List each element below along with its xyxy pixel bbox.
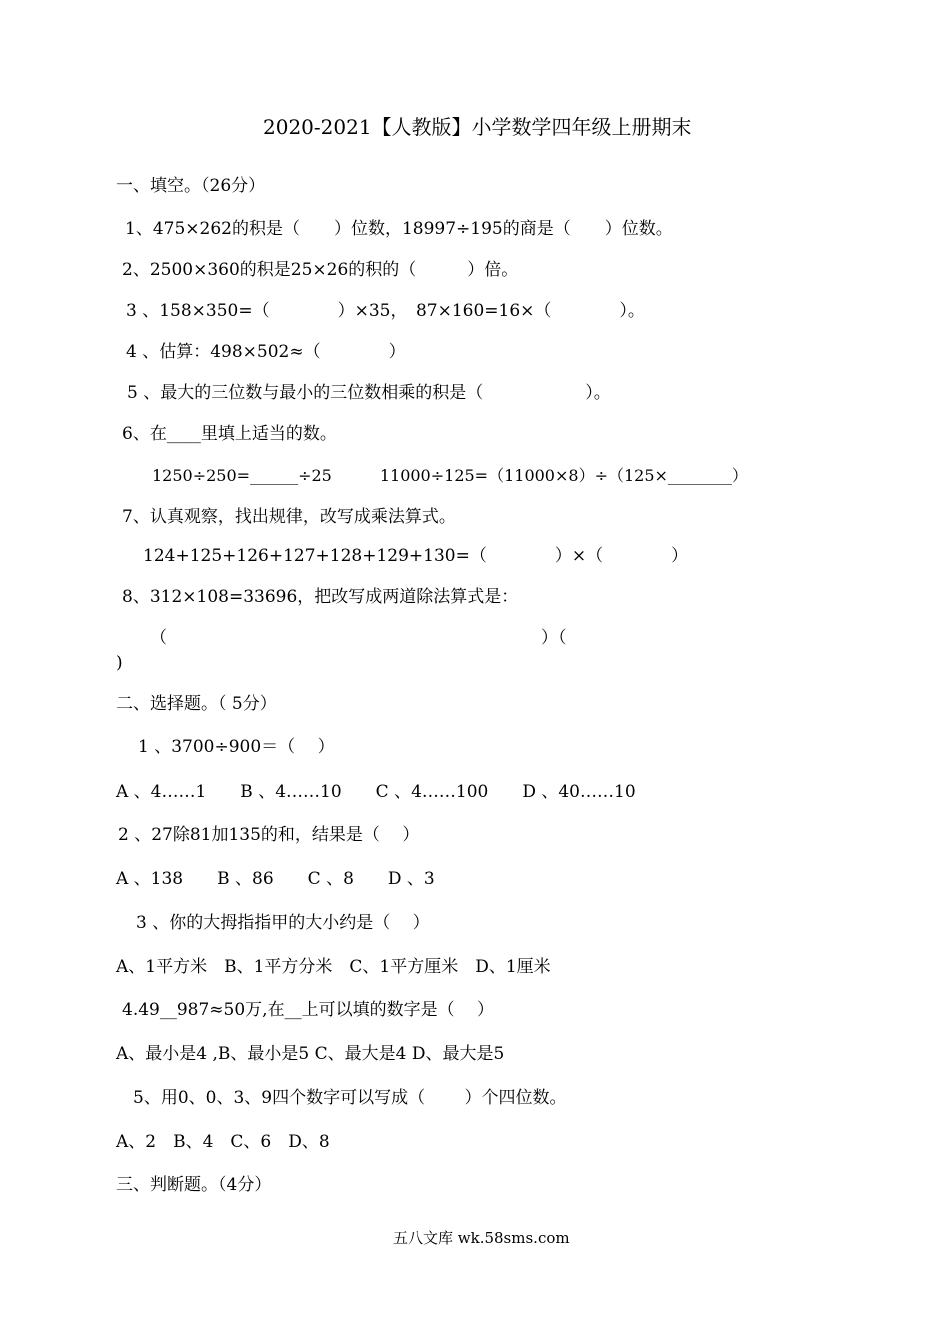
question-line: （ ）（ [150,628,567,648]
answer-options: A、1平方米 B、1平方分米 C、1平方厘米 D、1厘米 [116,957,551,977]
page-footer: 五八文库 wk.58sms.com [393,1229,570,1247]
question-line: ) [116,653,123,673]
question-line: 2、2500×360的积是25×26的积的（ ）倍。 [122,260,519,280]
question-line: 1 、3700÷900＝（ ） [138,737,335,757]
question-line: 3 、你的大拇指指甲的大小约是（ ） [136,913,430,933]
section-heading: 一、填空。（26分） [116,176,266,196]
answer-options: A 、138 B 、86 C 、8 D 、3 [116,869,435,889]
page-title: 2020-2021【人教版】小学数学四年级上册期末 [263,115,692,139]
question-line: 6、在____里填上适当的数。 [122,424,337,444]
section-heading: 三、判断题。（4分） [116,1175,272,1195]
question-line: 2 、27除81加135的和，结果是（ ） [118,825,420,845]
question-line: 3 、158×350=（ ）×35， 87×160=16×（ ）。 [126,301,645,321]
answer-options: A、2 B、4 C、6 D、8 [116,1132,330,1152]
answer-options: A 、4……1 B 、4……10 C 、4……100 D 、40……10 [116,782,636,802]
answer-options: A、最小是4 ,B、最小是5 C、最大是4 D、最大是5 [116,1044,505,1064]
question-line: 7、认真观察，找出规律，改写成乘法算式。 [122,507,456,527]
question-line: 5、用0、0、3、9四个数字可以写成（ ）个四位数。 [133,1088,567,1108]
question-line: 1250÷250=______÷25 11000÷125=（11000×8）÷（125×________） [152,466,748,485]
question-line: 4.49__987≈50万,在__上可以填的数字是（ ） [122,1000,494,1020]
question-line: 5 、最大的三位数与最小的三位数相乘的积是（ ）。 [127,383,611,403]
question-line: 1、475×262的积是（ ）位数，18997÷195的商是（ ）位数。 [125,219,673,239]
question-line: 8、312×108=33696，把改写成两道除法算式是： [122,587,519,607]
section-heading: 二、选择题。（ 5分） [116,694,277,714]
question-line: 4 、估算：498×502≈（ ） [126,342,406,362]
question-line: 124+125+126+127+128+129+130=（ ）×（ ） [143,546,689,566]
